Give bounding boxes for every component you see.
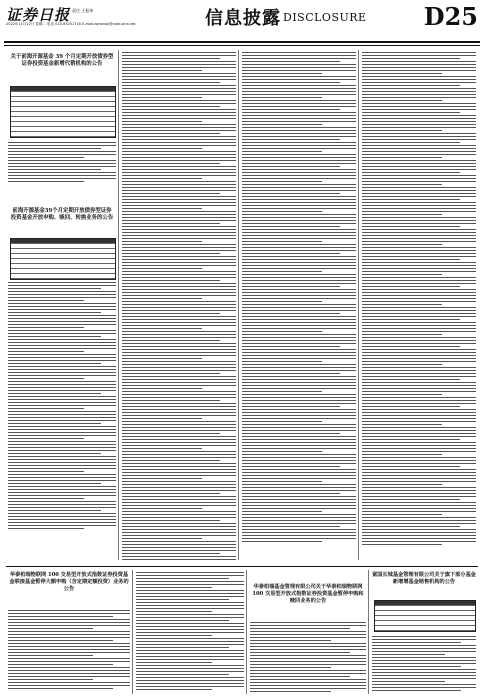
body-text [8, 142, 116, 184]
body-text [362, 52, 476, 547]
section-title-en: DISCLOSURE [283, 11, 367, 24]
body-text [122, 52, 236, 560]
header-rule-thin [4, 45, 480, 46]
dateline: 2022年11月22日 星期二 电话 010-83251716 E-mail:zqrbxxpl@zqrb.sina.net [6, 22, 136, 26]
page-header [0, 0, 484, 42]
body-text [8, 282, 116, 531]
info-table [10, 238, 116, 280]
section-title: 信息披露 [205, 8, 281, 29]
body-text [136, 572, 244, 692]
bottom-article-3 [248, 570, 369, 694]
column-2 [120, 50, 239, 560]
column-3 [240, 50, 359, 560]
body-text [8, 610, 130, 691]
masthead-logo: 证券日报 [6, 6, 71, 24]
bottom-article-2 [134, 570, 247, 694]
article-title: 华泰柏瑞物联网 100 交易型开放式指数证券投资基金联接基金暂停大额申购（含定期定额投资）业务的公告 [9, 572, 129, 593]
body-text [372, 636, 476, 693]
masthead-note: 责任 王振伟 [72, 8, 94, 13]
article-title: 关于前海开源基金 39 个月定期开放债券型证券投资基金新增代销机构的公告 [10, 54, 114, 68]
column-1 [6, 50, 119, 560]
article-title: 华泰柏瑞基金管理有限公司关于华泰柏瑞物联网 100 交易型开放式指数证券投资基金暂停申购和赎回业务的公告 [252, 584, 364, 605]
bottom-article-4 [370, 570, 478, 694]
column-4 [360, 50, 478, 560]
bottom-article-1 [6, 570, 133, 694]
body-text [242, 52, 356, 544]
info-table [374, 600, 476, 632]
header-rule [4, 41, 480, 43]
article-title: 富国长城基金管理有限公司关于旗下部分基金新增增基金销售机构的公告 [372, 572, 476, 586]
info-table [10, 86, 116, 138]
body-text [250, 622, 366, 694]
article-title: 前海开源基金39个月定期开放债券型证券投资基金开放申购、赎回、转换业务的公告 [10, 208, 114, 222]
bottom-band-rule [6, 566, 478, 567]
page-number: D25 [423, 2, 478, 31]
